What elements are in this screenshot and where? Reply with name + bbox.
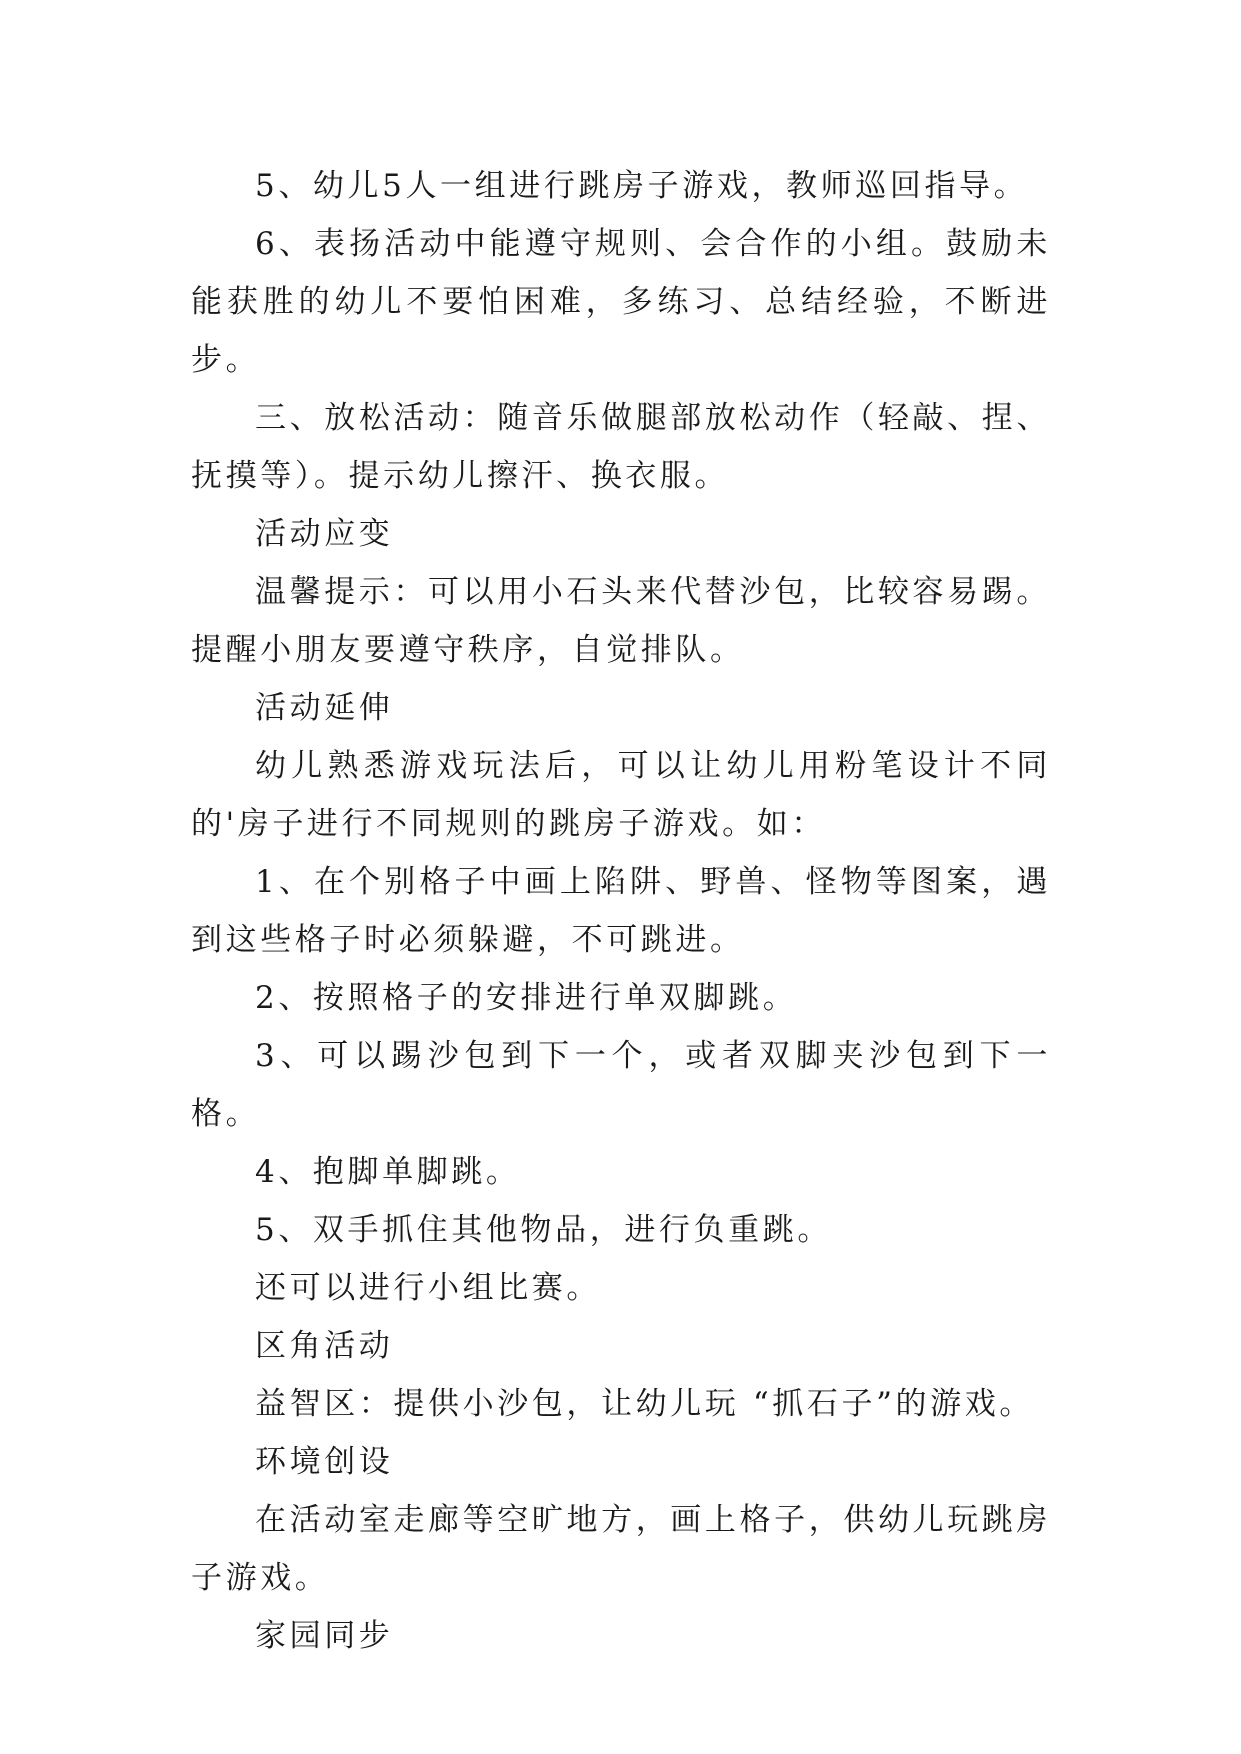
list-item: 1、在个别格子中画上陷阱、野兽、怪物等图案，遇到这些格子时必须躲避，不可跳进。 bbox=[191, 864, 1051, 958]
list-item: 2、按照格子的安排进行单双脚跳。 bbox=[255, 980, 798, 1016]
list-item: 3、可以踢沙包到下一个，或者双脚夹沙包到下一格。 bbox=[191, 1038, 1051, 1132]
section-heading: 活动应变 bbox=[255, 516, 394, 552]
paragraph: 还可以进行小组比赛。 bbox=[255, 1270, 601, 1306]
list-item: 4、抱脚单脚跳。 bbox=[255, 1154, 521, 1190]
paragraph: 6、表扬活动中能遵守规则、会合作的小组。鼓励未能获胜的幼儿不要怕困难，多练习、总结经验，不断进步。 bbox=[191, 226, 1051, 378]
paragraph: 幼儿熟悉游戏玩法后，可以让幼儿用粉笔设计不同的'房子进行不同规则的跳房子游戏。如： bbox=[191, 748, 1051, 842]
paragraph: 5、幼儿5人一组进行跳房子游戏，教师巡回指导。 bbox=[255, 168, 1029, 204]
section-heading: 家园同步 bbox=[255, 1618, 394, 1654]
section-heading: 环境创设 bbox=[255, 1444, 394, 1480]
paragraph: 在活动室走廊等空旷地方，画上格子，供幼儿玩跳房子游戏。 bbox=[191, 1502, 1051, 1596]
paragraph: 三、放松活动：随音乐做腿部放松动作（轻敲、捏、抚摸等）。提示幼儿擦汗、换衣服。 bbox=[191, 400, 1051, 494]
paragraph: 温馨提示：可以用小石头来代替沙包，比较容易踢。提醒小朋友要遵守秩序，自觉排队。 bbox=[191, 574, 1051, 668]
section-heading: 活动延伸 bbox=[255, 690, 394, 726]
section-heading: 区角活动 bbox=[255, 1328, 394, 1364]
list-item: 5、双手抓住其他物品，进行负重跳。 bbox=[255, 1212, 832, 1248]
document-body bbox=[191, 157, 1051, 1665]
paragraph: 益智区：提供小沙包，让幼儿玩 “抓石子”的游戏。 bbox=[255, 1386, 1034, 1422]
